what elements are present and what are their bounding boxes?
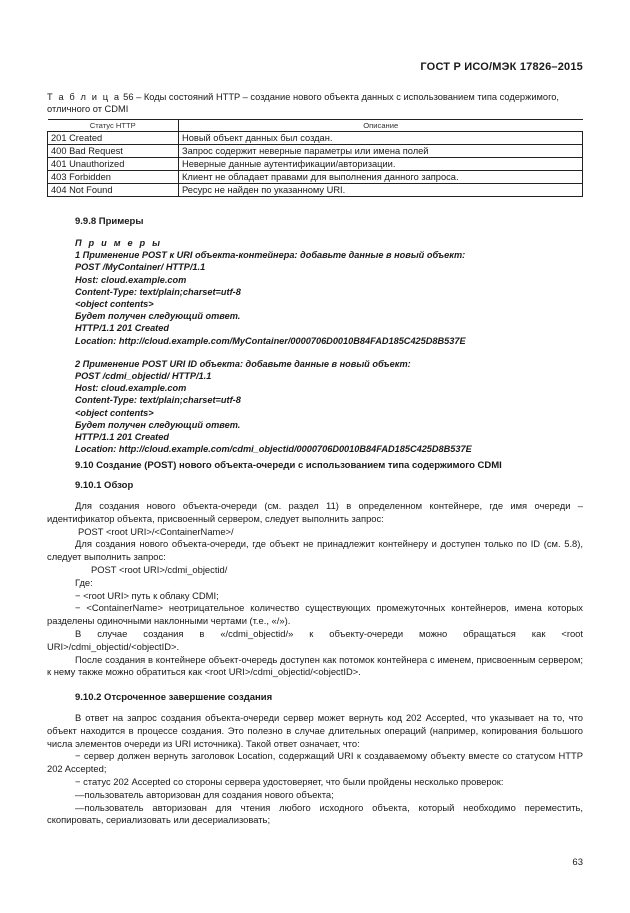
example-2-line: Будет получен следующий ответ. xyxy=(75,419,241,430)
paragraph: Где: xyxy=(75,576,93,588)
example-2-line: HTTP/1.1 201 Created xyxy=(75,432,169,443)
code-line: POST <root URI>/<ContainerName>/ xyxy=(78,525,234,537)
status-cell: 400 Bad Request xyxy=(48,145,179,158)
subsection-heading-deferred: 9.10.2 Отсроченное завершение создания xyxy=(75,692,273,703)
description-cell: Неверные данные аутентификации/авторизации. xyxy=(179,158,583,171)
status-codes-table xyxy=(47,119,583,197)
column-header-description: Описание xyxy=(179,120,583,132)
example-1-line: Location: http://cloud.example.com/MyContainer/0000706D0010B84FAD185C425D8B537E xyxy=(75,335,466,346)
example-1-line: Будет получен следующий ответ. xyxy=(75,311,241,322)
list-item: − <ContainerName> неотрицательное количество существующих промежуточных контейнеров, имена которых разделены одиночными наклонными чертами (т.е., «/»). xyxy=(47,602,583,627)
paragraph: Для создания нового объекта-очереди (см. раздел 11) в определенном контейнере, где имя очереди – идентификатор объекта, присвоенный сервером, следует выполнить запрос: xyxy=(47,500,583,524)
section-heading: 9.10 Создание (POST) нового объекта-очереди с использованием типа содержимого CDMI xyxy=(75,460,502,471)
example-1-line: 1 Применение POST к URI объекта-контейнера: добавьте данные в новый объект: xyxy=(75,250,466,261)
subsection-heading-overview: 9.10.1 Обзор xyxy=(75,480,134,491)
paragraph: В случае создания в «/cdmi_objectid/» к объекту-очереди можно обращаться как <root URI>/cdmi_objectid/<objectID>. xyxy=(47,627,583,652)
examples-block xyxy=(75,237,611,455)
table-row xyxy=(48,145,583,158)
example-1-line: Content-Type: text/plain;charset=utf-8 xyxy=(75,286,241,297)
examples-label: П р и м е р ы xyxy=(75,238,163,248)
list-item: —пользователь авторизован для чтения любого исходного объекта, который необходимо переместить, скопировать, сериализовать или десериализовать; xyxy=(47,801,583,826)
example-2-line: Content-Type: text/plain;charset=utf-8 xyxy=(75,395,241,406)
example-2-line: POST /cdmi_objectid/ HTTP/1.1 xyxy=(75,371,212,382)
document-header: ГОСТ Р ИСО/МЭК 17826–2015 xyxy=(420,61,583,73)
table-header-row xyxy=(48,120,583,132)
list-item: − <root URI> путь к облаку CDMI; xyxy=(75,589,219,601)
column-header-status: Статус HTTP xyxy=(48,120,179,132)
paragraph: После создания в контейнере объект-очередь доступен как потомок контейнера с именем, присвоенным сервером; к нему также можно обратиться как <root URI>/cdmi_objectid/<objectID>. xyxy=(47,653,583,678)
description-cell: Новый объект данных был создан. xyxy=(179,132,583,145)
example-1-line: Host: cloud.example.com xyxy=(75,274,187,285)
caption-prefix: Т а б л и ц а xyxy=(47,92,121,102)
status-cell: 403 Forbidden xyxy=(48,171,179,184)
caption-text: 56 – Коды состояний HTTP – создание нового объекта данных с использованием типа содержимого, отличного от CDMI xyxy=(47,92,560,114)
description-cell: Клиент не обладает правами для выполнения данного запроса. xyxy=(179,171,583,184)
list-item: − статус 202 Accepted со стороны сервера удостоверяет, что были пройдены несколько проверок: xyxy=(75,775,504,787)
example-2-line: 2 Применение POST URI ID объекта: добавьте данные в новый объект: xyxy=(75,358,411,369)
example-2-line: Host: cloud.example.com xyxy=(75,383,187,394)
table-row xyxy=(48,132,583,145)
example-1-line: POST /MyContainer/ HTTP/1.1 xyxy=(75,262,206,273)
example-1-line: <object contents> xyxy=(75,299,154,310)
paragraph: Для создания нового объекта-очереди, где объект не принадлежит контейнеру и доступен только по ID (см. 5.8), следует выполнить запрос: xyxy=(47,538,583,563)
list-item: —пользователь авторизован для создания нового объекта; xyxy=(75,788,334,800)
list-item: − сервер должен вернуть заголовок Location, содержащий URI к создаваемому объекту вместе со статусом HTTP 202 Accepted; xyxy=(47,750,583,775)
example-1-line: HTTP/1.1 201 Created xyxy=(75,323,169,334)
description-cell: Ресурс не найден по указанному URI. xyxy=(179,184,583,197)
example-2-line: Location: http://cloud.example.com/cdmi_objectid/0000706D0010B84FAD185C425D8B537E xyxy=(75,444,472,455)
table-row xyxy=(48,184,583,197)
page-number: 63 xyxy=(572,857,583,868)
status-cell: 201 Created xyxy=(48,132,179,145)
table-caption xyxy=(47,91,583,115)
description-cell: Запрос содержит неверные параметры или имена полей xyxy=(179,145,583,158)
status-cell: 401 Unauthorized xyxy=(48,158,179,171)
overview-text xyxy=(47,500,583,679)
table-row xyxy=(48,158,583,171)
code-line: POST <root URI>/cdmi_objectid/ xyxy=(91,563,228,575)
paragraph: В ответ на запрос создания объекта-очереди сервер может вернуть код 202 Accepted, что указывает на то, что объект находится в процессе создания. Это полезно в случае длительных операций (например, копирования большого числа элементов очереди из URI источника). Такой ответ означает, что: xyxy=(47,712,583,749)
status-cell: 404 Not Found xyxy=(48,184,179,197)
examples-heading: 9.9.8 Примеры xyxy=(75,216,144,227)
example-2-line: <object contents> xyxy=(75,407,154,418)
deferred-text xyxy=(47,712,583,827)
table-row xyxy=(48,171,583,184)
